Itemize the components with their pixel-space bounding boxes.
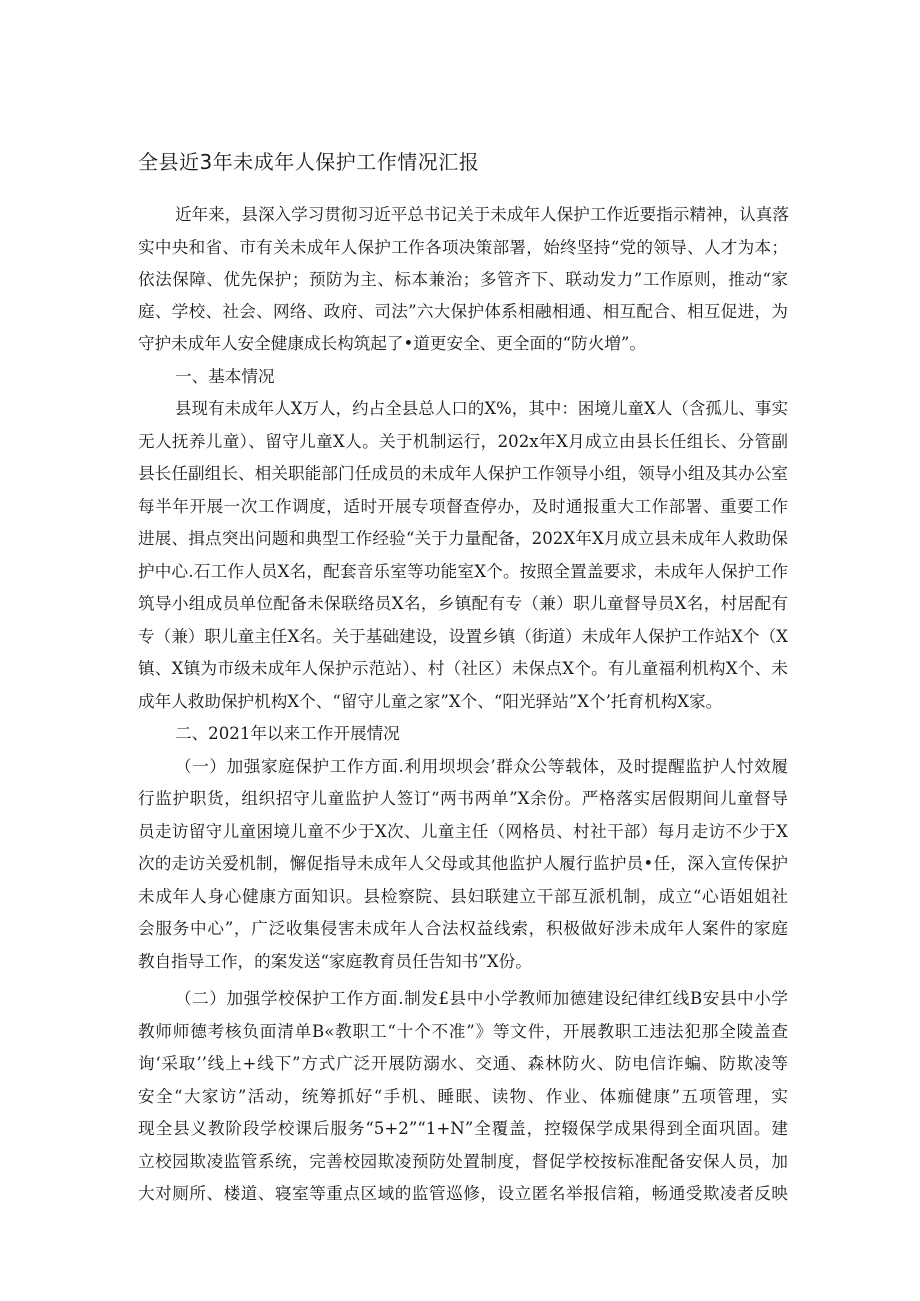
- paragraph-line: 县长任副组长、相关职能部门任成员的未成年人保护工作领导小组，领导小组及其办公室: [138, 464, 788, 483]
- paragraph-line: 教师师德考核负面清单B«教职工“十个不准”》等文件，开展教职工违法犯那全陵盖查: [138, 1022, 788, 1041]
- paragraph-line: 成年人救助保护机构X个、“留守儿童之家”X个、“阳光驿站”X个’托育机构X家。: [138, 692, 723, 711]
- paragraph-line: 镇、X镇为市级未成年人保护示范站）、村（社区）未保点X个。有儿童福利机构X个、未: [138, 659, 788, 678]
- paragraph-line: 无人抚养儿童）、留守儿童X人。关于机制运行，202x年X月成立由县长任组长、分管副: [138, 432, 788, 451]
- section-heading: 二、2021年以来工作开展情况: [175, 724, 400, 743]
- paragraph-line: （一）加强家庭保护工作方面.利用坝坝会’群众公等载体，及时提醒监护人忖效履: [175, 757, 788, 776]
- paragraph-line: 筑导小组成员单位配备未保联络员X名，乡镇配有专（兼）职儿童督导员X名，村居配有: [138, 594, 788, 613]
- paragraph-line: 每半年开展一次工作调度，适时开展专项督查停办，及时通报重大工作部署、重要工作: [138, 497, 788, 516]
- document-title: 全县近3年未成年人保护工作情况汇报: [138, 150, 480, 174]
- paragraph-line: 专（兼）职儿童主任X名。关于基础建设，设置乡镇（街道）未成年人保护工作站X个（X: [138, 627, 788, 646]
- paragraph-line: 庭、学校、社会、网络、政府、司法”六大保护体系相融相通、相互配合、相互促进，为: [138, 302, 788, 321]
- paragraph-line: 行监护职货，组织招守儿童监护人签订“两书两单”X余份。严格落实居假期间儿童督导: [138, 789, 788, 808]
- paragraph-line: 安全“大家访”活动，统筹抓好“手机、睡眠、读物、作业、体痂健康”五项管理，实: [138, 1087, 788, 1106]
- paragraph-line: 现全县义教阶段学校课后服务“5+2”“1+N”全覆盖，控辍保学成果得到全面巩固。建: [138, 1119, 788, 1138]
- paragraph-line: 近年来，县深入学习贯彻习近平总书记关于未成年人保护工作近要指示精神，认真落: [175, 205, 789, 224]
- paragraph-line: 实中央和省、市有关未成年人保护工作各项决策部署，始终坚持“党的领导、人才为本；: [138, 238, 788, 257]
- section-heading: 一、基本情况: [175, 367, 275, 386]
- paragraph-line: 守护未成年人安全健康成长构筑起了•道更安全、更全面的“防火増”。: [138, 334, 646, 353]
- paragraph-line: 未成年人身心健康方面知识。县检察院、县妇联建立干部互派机制，成立“心语姐姐社: [138, 887, 788, 906]
- paragraph-line: （二）加强学校保护工作方面.制发£县中小学教师加德建设纪律红线B安县中小学: [175, 989, 788, 1008]
- paragraph-line: 依法保障、优先保护；预防为主、标本兼治；多管齐下、联动发力”工作原则，推动“家: [138, 270, 788, 289]
- paragraph-line: 会服务中心”，广泛收集侵害未成年人合法权益线索，积极做好涉未成年人案件的家庭: [138, 919, 788, 938]
- paragraph-line: 县现有未成年人X万人，约占全县总人口的X%，其中：困境儿童X人（含孤儿、事实: [175, 399, 788, 418]
- paragraph-line: 立校园欺凌监管系统，完善校园欺凌预防处置制度，督促学校按标准配备安保人员，加: [138, 1152, 788, 1171]
- paragraph-line: 员走访留守儿童困境儿童不少于X次、儿童主任（网格员、村社干部）每月走访不少于X: [138, 822, 788, 841]
- paragraph-line: 询‘采取’’线上+线下”方式广泛开展防溺水、交通、森林防火、防电信诈蝙、防欺凌等: [138, 1054, 788, 1073]
- paragraph-line: 大对厕所、楼道、寝室等重点区域的监管巡修，设立匿名举报信箱，畅通受欺凌者反映: [138, 1184, 788, 1203]
- paragraph-line: 次的走访关爱机制，懈促指导未成年人父母或其他监护人履行监护员•任，深入宣传保护: [138, 854, 788, 873]
- paragraph-line: 进展、揖点突出问题和典型工作经验“关于力量配备，202X年X月成立县未成年人救助保: [138, 529, 788, 548]
- paragraph-line: 护中心.石工作人员X名，配套音乐室等功能室X个。按照全置盖要求，未成年人保护工作: [138, 562, 788, 581]
- paragraph-line: 教自指导工作，的案发送“家庭教育员任告知书”X份。: [138, 952, 532, 971]
